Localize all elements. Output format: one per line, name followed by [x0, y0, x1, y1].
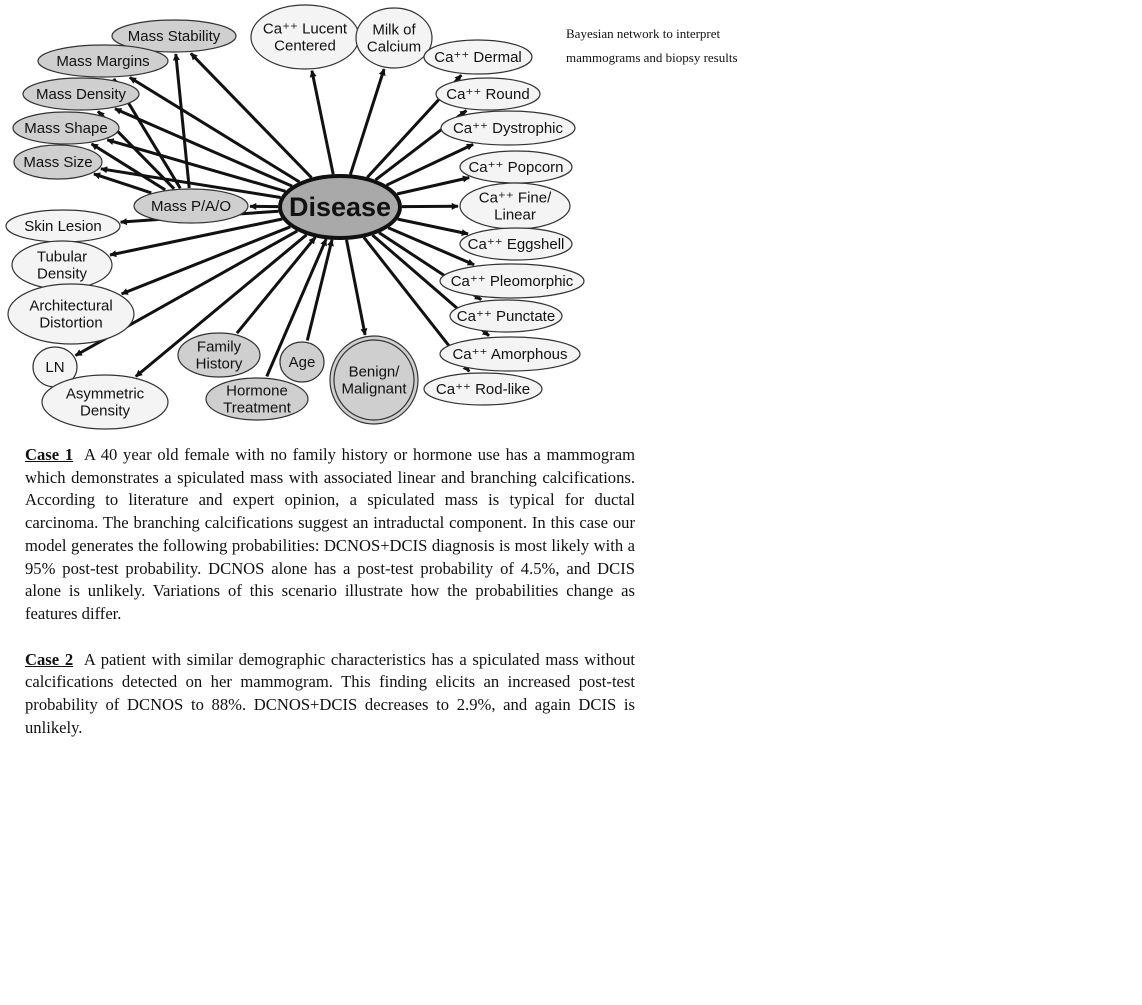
architectural-distortion-node: [8, 284, 134, 344]
benign-malignant-edge: [347, 240, 366, 335]
mass-stability-edge: [191, 53, 312, 177]
ca-fine-linear-node: [460, 183, 570, 229]
mass-margins-label-line: Mass Margins: [56, 53, 150, 70]
ca-dystrophic-label-line: Ca⁺⁺ Dystrophic: [452, 120, 564, 137]
ca-popcorn-label-line: Ca⁺⁺ Popcorn: [468, 159, 564, 176]
mass-stability-label-line: Mass Stability: [127, 28, 221, 45]
mass-pao-label-line: Mass P/A/O: [150, 198, 232, 215]
asymmetric-density-node: [42, 375, 168, 429]
skin-lesion-node: [6, 210, 120, 242]
ca-dermal-node: [424, 40, 532, 74]
architectural-distortion-label-line: Architectural: [29, 297, 113, 315]
case-1-text: A 40 year old female with no family history or hormone use has a mammogram which demonstrates a spiculated mass with associated linear and branching calcifications. According to literature and expert opinion, a spiculated mass is typical for ductal carcinoma. The branching calcifications suggest an intraductal component. In this case our model generates the following probabilities: DCNOS+DCIS diagnosis is most likely with a 95% post-test probability. DCNOS alone has a post-test probability of 4.5%, and DCIS alone is unlikely. Variations of this scenario illustrate how the probabilities change as features differ.: [25, 445, 635, 623]
milk-of-calcium-label-line: Calcium: [366, 38, 422, 56]
ca-round-node: [436, 78, 540, 110]
ca-lucent-centered-label-line: Centered: [274, 37, 336, 55]
mass-shape-node: [13, 112, 119, 144]
milk-of-calcium-node: [356, 8, 432, 68]
hormone-treatment-node: [206, 378, 308, 420]
mass-pao-to-mass-stability-edge: [176, 54, 189, 188]
age-node: [280, 342, 324, 382]
mass-margins-node: [38, 45, 168, 77]
tubular-density-label-line: Density: [36, 265, 88, 283]
ca-round-label-line: Ca⁺⁺ Round: [446, 86, 530, 103]
caption-line-2: mammograms and biopsy results: [566, 50, 738, 65]
mass-density-node: [23, 78, 139, 110]
family-history-node: [178, 333, 260, 377]
case-2-text: A patient with similar demographic characteristics has a spiculated mass without calcifications detected on her mammogram. This finding elicits an increased post-test probability of DCNOS to 88%. DCNOS+DCIS decreases to 2.9%, and again DCIS is unlikely.: [25, 649, 635, 737]
ca-rod-like-node: [424, 373, 542, 405]
case-1-title: Case 1: [25, 445, 74, 464]
family-history-edge: [237, 237, 315, 333]
age-label-line: Age: [288, 354, 316, 371]
ca-fine-linear-label-line: Ca⁺⁺ Fine/: [478, 189, 552, 207]
tubular-density-node: [12, 241, 112, 289]
milk-of-calcium-edge: [350, 69, 384, 175]
benign-malignant-node: [330, 336, 418, 424]
ca-amorphous-node: [440, 337, 580, 371]
hormone-treatment-label-line: Treatment: [223, 399, 291, 417]
tubular-density-edge: [110, 219, 282, 255]
skin-lesion-label-line: Skin Lesion: [24, 218, 102, 235]
ca-pleomorphic-node: [440, 264, 584, 298]
case-2-paragraph: [25, 649, 635, 740]
ca-popcorn-node: [460, 151, 572, 183]
benign-malignant-label-line: Benign/: [348, 363, 400, 381]
ca-dermal-label-line: Ca⁺⁺ Dermal: [434, 49, 522, 66]
asymmetric-density-label-line: Asymmetric: [65, 385, 145, 403]
ca-pleomorphic-label-line: Ca⁺⁺ Pleomorphic: [450, 273, 574, 290]
disease-node: [280, 176, 400, 238]
ca-fine-linear-label-line: Linear: [494, 206, 536, 224]
ln-label-line: LN: [45, 359, 65, 376]
ca-lucent-centered-edge: [312, 71, 333, 175]
case-1-paragraph: [25, 444, 635, 626]
mass-pao-node: [134, 189, 248, 223]
ca-eggshell-label-line: Ca⁺⁺ Eggshell: [467, 236, 565, 253]
ca-lucent-centered-node: [251, 5, 359, 69]
mass-shape-label-line: Mass Shape: [24, 120, 108, 137]
ca-eggshell-edge: [398, 219, 468, 234]
ca-rod-like-label-line: Ca⁺⁺ Rod-like: [435, 381, 531, 398]
ca-amorphous-label-line: Ca⁺⁺ Amorphous: [452, 346, 568, 363]
ca-lucent-centered-label-line: Ca⁺⁺ Lucent: [262, 20, 348, 38]
family-history-label-line: History: [195, 355, 243, 373]
asymmetric-density-label-line: Density: [79, 402, 131, 420]
mass-size-node: [14, 145, 102, 179]
ca-punctate-label-line: Ca⁺⁺ Punctate: [456, 308, 556, 325]
mass-density-label-line: Mass Density: [35, 86, 127, 103]
milk-of-calcium-label-line: Milk of: [372, 21, 416, 39]
ca-eggshell-node: [460, 228, 572, 260]
tubular-density-label-line: Tubular: [36, 248, 88, 266]
caption-line-1: Bayesian network to interpret: [566, 26, 721, 41]
ca-popcorn-edge: [397, 178, 469, 194]
benign-malignant-label-line: Malignant: [341, 380, 407, 398]
bayesian-network-diagram: [0, 0, 600, 440]
disease-label: Disease: [288, 192, 392, 222]
family-history-label-line: Family: [196, 338, 242, 356]
hormone-treatment-label-line: Hormone: [226, 382, 288, 400]
mass-size-label-line: Mass Size: [23, 154, 93, 171]
figure-caption: [566, 22, 796, 70]
ca-punctate-node: [450, 300, 562, 332]
case-descriptions: [25, 444, 635, 762]
architectural-distortion-label-line: Distortion: [39, 314, 103, 332]
case-2-title: Case 2: [25, 649, 74, 669]
mass-margins-edge: [130, 78, 300, 183]
ca-dystrophic-node: [441, 111, 575, 145]
